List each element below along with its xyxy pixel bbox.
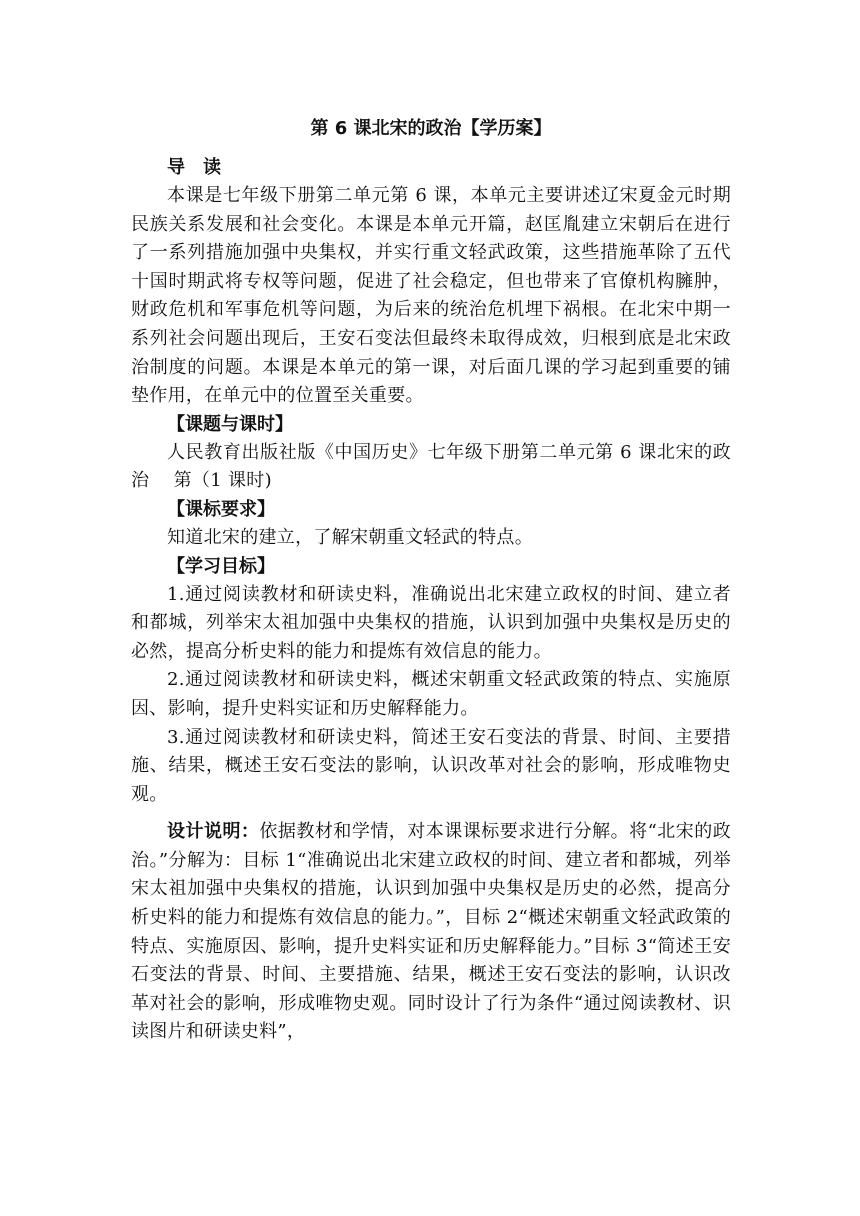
objective-item-1: 1.通过阅读教材和研读史料，准确说出北宋建立政权的时间、建立者和都城，列举宋太祖加强中央集权的措施，认识到加强中央集权是历史的必然，提高分析史料的能力和提炼有效信息的能力。 xyxy=(131,583,731,662)
paragraph-kebiao: 知道北宋的建立，了解宋朝重文轻武的特点。 xyxy=(167,526,533,548)
paragraph-design-note xyxy=(131,818,731,1047)
design-note-label: 设计说明： xyxy=(167,821,260,843)
section-heading-keti: 【课题与课时】 xyxy=(167,413,293,435)
paragraph-daodu: 本课是七年级下册第二单元第 6 课，本单元主要讲述辽宋夏金元时期民族关系发展和社会变化。本课是本单元开篇，赵匡胤建立宋朝后在进行了一系列措施加强中央集权，并实行重文轻武政策，这些措施革除了五代十国时期武将专权等问题，促进了社会稳定，但也带来了官僚机构臃肿，财政危机和军事危机等问题，为后来的统治危机埋下祸根。在北宋中期一系列社会问题出现后，王安石变法但最终未取得成效，归根到底是北宋政治制度的问题。本课是本单元的第一课，对后面几课的学习起到重要的铺垫作用，在单元中的位置至关重要。 xyxy=(131,185,731,407)
document-body xyxy=(131,116,731,1047)
section-heading-kebiao: 【课标要求】 xyxy=(167,498,275,520)
objective-item-2: 2.通过阅读教材和研读史料，概述宋朝重文轻武政策的特点、实施原因、影响，提升史料实证和历史解释能力。 xyxy=(131,669,731,719)
design-note-text: 依据教材和学情，对本课课标要求进行分解。将“北宋的政治。”分解为：目标 1“准确说出北宋建立政权的时间、建立者和都城，列举宋太祖加强中央集权的措施，认识到加强中央集权是历史的必然，提高分析史料的能力和提炼有效信息的能力。”，目标 2“概述宋朝重文轻武政策的特点、实施原因、影响，提升史料实证和历史解释能力。”目标 3“简述王安石变法的背景、时间、主要措施、结果，概述王安石变法的影响，认识改革对社会的影响，形成唯物史观。同时设计了行为条件“通过阅读教材、识读图片和研读史料”， xyxy=(131,821,732,1043)
section-heading-daodu: 导 读 xyxy=(167,157,221,178)
page-title: 第 6 课北宋的政治【学历案】 xyxy=(310,118,552,139)
section-heading-mubiao: 【学习目标】 xyxy=(167,555,275,577)
paragraph-keti: 人民教育出版社版《中国历史》七年级下册第二单元第 6 课北宋的政治 第（1 课时) xyxy=(131,441,731,492)
objective-item-3: 3.通过阅读教材和研读史料，简述王安石变法的背景、时间、主要措施、结果，概述王安石变法的影响，认识改革对社会的影响，形成唯物史观。 xyxy=(131,726,731,805)
